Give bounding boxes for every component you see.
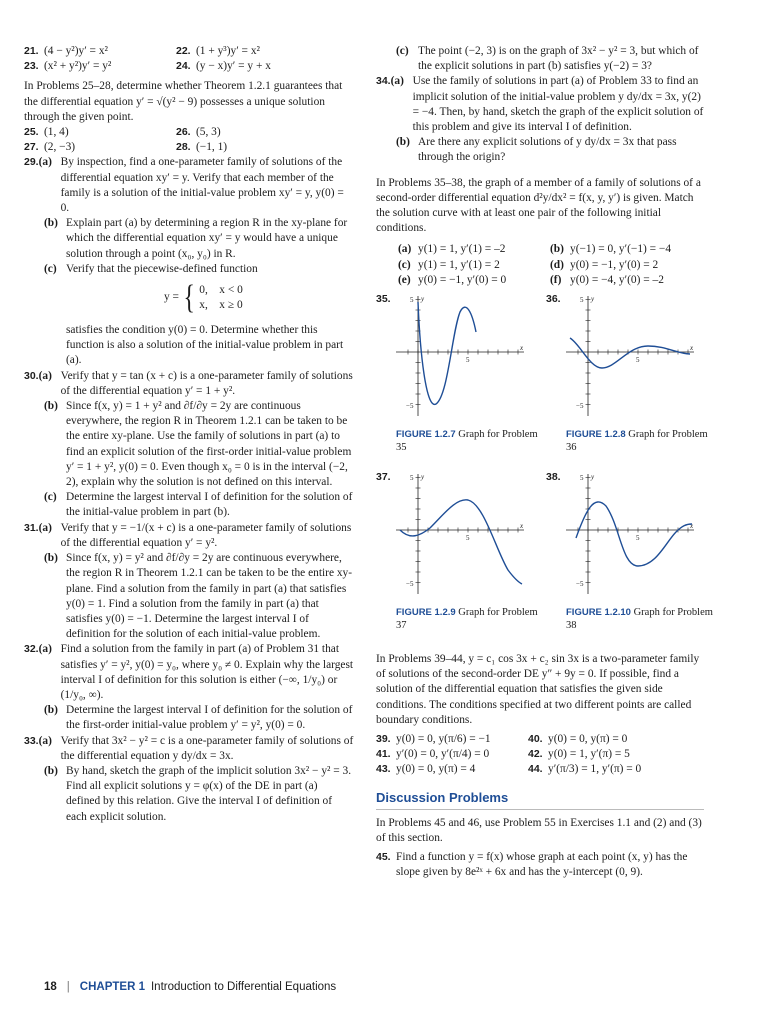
intro-35-38: In Problems 35–38, the graph of a member of a family of solutions of a second-order differential equation d²y/dx² = f(x, y, y′) is given. Match the solution curve with at least one pair of the following initial conditions.	[376, 176, 701, 235]
piecewise-function: y = { 0, x < 0 x, x ≥ 0	[164, 279, 243, 317]
problem-number: 34.	[376, 75, 391, 88]
problem-32b: (b) Determine the largest interval I of definition for the solution of the first-order initial-value problem y′ = y², y(0) = 0.	[24, 703, 354, 733]
problem-number: 35.	[376, 293, 391, 306]
problem-text: Explain part (a) by determining a region R in the xy-plane for which the differential equation xy′ = y would have a unique solution through a point (x₀, y₀) in R.	[66, 217, 348, 260]
problem-number: 38.	[546, 471, 561, 484]
problems-27-28	[24, 140, 354, 155]
problem-31b: (b) Since f(x, y) = y² and ∂f/∂y = 2y are continuous everywhere, the region R in Theorem 1.2.1 can be taken to be the entire xy-plane. Find a solution from the family in part (a) that satisfies y(0) = 1. Find a solution from the family in part (a) that satisfies y(0) = −1. Determine the largest interval I of definition for the solution of each initial-value problem.	[24, 551, 354, 642]
problem-text: y′(π/3) = 1, y′(π) = 0	[548, 763, 642, 776]
caption-text: Graph for Problem 35	[396, 429, 538, 454]
y-tick-label-neg5: −5	[406, 580, 414, 589]
problem-text: y(0) = 0, y(π) = 4	[396, 763, 476, 776]
problem-number: 22.	[176, 45, 191, 57]
y-axis-label: y	[591, 295, 595, 304]
problem-31a: 31. (a) Verify that y = −1/(x + c) is a one-parameter family of solutions of the differential equation y′ = y².	[24, 521, 354, 551]
graph-37-plot	[396, 470, 526, 600]
page-number: 18	[44, 981, 57, 993]
problem-number: 28.	[176, 141, 191, 154]
problem-text: By inspection, find a one-parameter family of solutions of the differential equation xy′ = y. Verify that each member of the family is a solution of the initial-value problem xy′ = y, y(0) = 0.	[60, 156, 344, 215]
problem-text: (x² + y²)y′ = y²	[44, 60, 112, 73]
figure-label: FIGURE 1.2.9	[396, 607, 456, 619]
intro-39-44: In Problems 39–44, y = c₁ cos 3x + c₂ sin 3x is a two-parameter family of solutions of the second-order DE y″ + 9y = 0. If possible, find a solution of the differential equation that satisfies the given side conditions. The conditions specified at two different points are called boundary conditions.	[376, 653, 700, 726]
problem-number: 40.	[528, 733, 543, 746]
problem-number: 31.	[24, 521, 39, 534]
problem-number: 43.	[376, 763, 391, 776]
problem-33c: (c) The point (−2, 3) is on the graph of 3x² − y² = 3, but which of the explicit solutions in part (b) satisfies y(−2) = 3?	[376, 44, 704, 74]
problem-number: 36.	[546, 293, 561, 306]
problem-29b: (b) Explain part (a) by determining a region R in the xy-plane for which the differential equation xy′ = y would have a unique solution through a point (x₀, y₀) in R.	[24, 216, 354, 262]
problem-text: Since f(x, y) = y² and ∂f/∂y = 2y are continuous everywhere, the region R in Theorem 1.2.1 can be taken to be the entire xy-plane. Find a solution from the family in part (a) that satisfies y(0) = 1. Find a solution from the family in part (a) that satisfies y(0) = −1. Determine the largest interval I of definition for the solution of each initial-value problem.	[66, 552, 353, 641]
x-axis-label: x	[520, 522, 524, 531]
problem-number: 32.	[24, 643, 39, 656]
y-tick-label-5: 5	[580, 296, 584, 305]
problem-text: Verify that y = −1/(x + c) is a one-parameter family of solutions of the differential equation y′ = y².	[60, 521, 352, 549]
y-tick-label-neg5: −5	[406, 402, 414, 411]
condition-c: y(1) = 1, y′(1) = 2	[418, 258, 500, 271]
y-axis-label: y	[591, 473, 595, 482]
page-footer	[44, 980, 336, 995]
left-column	[24, 44, 354, 825]
problem-number: 37.	[376, 471, 391, 484]
caption-text: Graph for Problem 38	[566, 607, 713, 632]
chapter-label: CHAPTER 1	[79, 981, 145, 993]
piecewise-lhs: y =	[164, 291, 179, 304]
x-axis-label: x	[690, 344, 694, 353]
x-tick-label-5: 5	[636, 356, 640, 365]
problem-45	[376, 850, 704, 880]
figure-caption	[396, 428, 546, 454]
problem-33a: 33. (a) Verify that 3x² − y² = c is a one-parameter family of solutions of the differential equation y dy/dx = 3x.	[24, 734, 354, 764]
problem-number: 33.	[24, 734, 39, 747]
graph-35-plot	[396, 292, 526, 422]
section-heading: Discussion Problems	[376, 789, 509, 805]
problem-text: Use the family of solutions in part (a) of Problem 33 to find an implicit solution of the initial-value problem y dy/dx = 3x, y(2) = −4. Then, by hand, sketch the graph of the explicit solution of this problem and give its interval I of definition.	[412, 75, 704, 134]
graph-36-plot	[566, 292, 696, 422]
problem-number: 24.	[176, 60, 191, 73]
x-axis-label: x	[690, 522, 694, 531]
problem-text: y(0) = 0, y(π) = 0	[548, 733, 628, 746]
y-tick-label-neg5: −5	[576, 580, 584, 589]
problem-text: Verify that y = tan (x + c) is a one-parameter family of solutions of the differential equation y′ = 1 + y².	[60, 369, 353, 397]
case-condition: x ≥ 0	[219, 299, 243, 312]
problem-text: (1 + y³)y′ = x²	[196, 45, 260, 57]
y-tick-label-5: 5	[410, 474, 414, 483]
problem-29c: (c) Verify that the piecewise-defined function	[24, 262, 354, 277]
problem-text: Verify that the piecewise-defined function	[66, 262, 258, 275]
problem-text: y(0) = 0, y(π/6) = −1	[396, 733, 491, 746]
problem-32a: 32. (a) Find a solution from the family in part (a) of Problem 31 that satisfies y′ = y², y(0) = y₀, where y₀ ≠ 0. Explain why the largest interval I of definition for this solution is either (−∞, 1/y₀) or (1/y₀, ∞).	[24, 642, 354, 703]
caption-text: Graph for Problem 36	[566, 429, 708, 454]
problem-30c: (c) Determine the largest interval I of definition for the solution of the initial-value problem in part (b).	[24, 490, 354, 520]
y-tick-label-5: 5	[410, 296, 414, 305]
problem-34a: 34. (a) Use the family of solutions in part (a) of Problem 33 to find an implicit solution of the initial-value problem y dy/dx = 3x, y(2) = −4. Then, by hand, sketch the graph of the explicit solution of this problem and give its interval I of definition.	[376, 74, 704, 135]
problem-30a: 30. (a) Verify that y = tan (x + c) is a one-parameter family of solutions of the differential equation y′ = 1 + y².	[24, 369, 354, 399]
condition-e: y(0) = −1, y′(0) = 0	[418, 273, 507, 286]
condition-f: y(0) = −4, y′(0) = –2	[570, 273, 664, 286]
graph-38-plot	[566, 470, 696, 600]
intro-25-28: In Problems 25–28, determine whether Theorem 1.2.1 guarantees that the differential equation y′ = √(y² − 9) possesses a unique solution through the given point.	[24, 80, 343, 123]
problem-33b: (b) By hand, sketch the graph of the implicit solution 3x² − y² = 3. Find all explicit solutions y = φ(x) of the DE in part (a) defined by this relation. Give the interval I of definition of each explicit solution.	[24, 764, 354, 825]
problem-text: (−1, 1)	[196, 141, 228, 154]
condition-a: y(1) = 1, y′(1) = –2	[418, 243, 506, 256]
problem-number: 41.	[376, 748, 391, 761]
problem-number: 44.	[528, 763, 543, 776]
problems-21-22	[24, 44, 354, 59]
problems-39-44	[376, 732, 704, 778]
figure-label: FIGURE 1.2.7	[396, 429, 456, 441]
footer-divider: |	[66, 981, 70, 993]
figure-caption	[566, 428, 716, 454]
problem-text: Find a function y = f(x) whose graph at each point (x, y) has the slope given by 8e²ˣ + 6x and has the y-intercept (0, 9).	[396, 851, 688, 879]
problem-30b: (b) Since f(x, y) = 1 + y² and ∂f/∂y = 2y are continuous everywhere, the region R in Theorem 1.2.1 can be taken to be the entire xy-plane. Use the family of solutions in part (a) to find an explicit solution of the first-order initial-value problem y′ = 1 + y², y(0) = 0. Even though x₀ = 0 is in the interval (−2, 2), explain why the solution is not defined on this interval.	[24, 399, 354, 490]
intro-45-46: In Problems 45 and 46, use Problem 55 in Exercises 1.1 and (2) and (3) of this section.	[376, 816, 702, 845]
problem-number: 23.	[24, 60, 39, 73]
problem-number: 45.	[376, 851, 391, 864]
problem-number: 26.	[176, 126, 191, 139]
problem-29a: 29. (a) By inspection, find a one-parameter family of solutions of the differential equation xy′ = y. Verify that each member of the family is a solution of the initial-value problem xy′ = y, y(0) = 0.	[24, 155, 354, 216]
case-value: 0,	[199, 284, 208, 297]
problem-text: By hand, sketch the graph of the implicit solution 3x² − y² = 3. Find all explicit solutions y = φ(x) of the DE in part (a) defined by this relation. Give the interval I of definition of each explicit solution.	[66, 764, 352, 823]
problem-number: 30.	[24, 369, 39, 382]
problem-text: Determine the largest interval I of definition for the solution of the initial-value problem in part (b).	[66, 491, 353, 519]
problem-text: Are there any explicit solutions of y dy/dx = 3x that pass through the origin?	[418, 136, 677, 164]
problem-text: (5, 3)	[196, 126, 221, 139]
problem-text: (2, −3)	[44, 141, 76, 154]
condition-d: y(0) = −1, y′(0) = 2	[570, 258, 659, 271]
problem-text: (1, 4)	[44, 126, 69, 139]
problem-number: 39.	[376, 733, 391, 746]
problem-text: Since f(x, y) = 1 + y² and ∂f/∂y = 2y are continuous everywhere, the region R in Theorem 1.2.1 can be taken to be the entire xy-plane. Use the family of solutions in part (a) to find an explicit solution of the first-order initial-value problem y′ = 1 + y², y(0) = 0. Even though x₀ = 0 is in the interval (−2, 2), explain why the solution is not defined on this interval.	[66, 400, 352, 489]
problem-29c-continued: satisfies the condition y(0) = 0. Determine whether this function is also a solution of the initial-value problem in part (a).	[66, 324, 344, 367]
heading-divider	[376, 809, 704, 810]
y-tick-label-5: 5	[580, 474, 584, 483]
problem-number: 29.	[24, 156, 39, 169]
figure-label: FIGURE 1.2.8	[566, 429, 626, 441]
condition-b: y(−1) = 0, y′(−1) = −4	[570, 243, 672, 256]
problem-text: y′(0) = 0, y′(π/4) = 0	[396, 748, 490, 761]
solution-curve	[576, 502, 692, 566]
caption-text: Graph for Problem 37	[396, 607, 538, 632]
problem-number: 21.	[24, 45, 39, 57]
problem-text: Verify that 3x² − y² = c is a one-parameter family of solutions of the differential equation y dy/dx = 3x.	[60, 734, 354, 762]
x-tick-label-5: 5	[636, 534, 640, 543]
initial-conditions: (a) y(1) = 1, y′(1) = –2 (b) y(−1) = 0, y′(−1) = −4 (c) y(1) = 1, y′(1) = 2 (d) y(0) = −1, y′(0) = 2 (e) y(0) = −1, y′(0) = 0 (f) y(0) = −4, y′(0) = –2	[376, 242, 704, 288]
y-axis-label: y	[421, 295, 425, 304]
problem-number: 42.	[528, 748, 543, 761]
problem-text: y(0) = 1, y′(π) = 5	[548, 748, 630, 761]
case-condition: x < 0	[219, 284, 243, 297]
right-column	[376, 44, 713, 881]
figure-caption	[396, 606, 546, 632]
problem-number: 25.	[24, 126, 39, 139]
case-value: x,	[199, 299, 208, 312]
problem-number: 27.	[24, 141, 39, 154]
figure-caption	[566, 606, 716, 632]
problem-text: The point (−2, 3) is on the graph of 3x² − y² = 3, but which of the explicit solutions in part (b) satisfies y(−2) = 3?	[418, 45, 699, 73]
x-tick-label-5: 5	[466, 356, 470, 365]
y-tick-label-neg5: −5	[576, 402, 584, 411]
x-tick-label-5: 5	[466, 534, 470, 543]
solution-curve	[418, 302, 476, 404]
problem-text: (4 − y²)y′ = x²	[44, 45, 108, 57]
problems-23-24	[24, 59, 354, 74]
problem-34b: (b) Are there any explicit solutions of y dy/dx = 3x that pass through the origin?	[376, 135, 704, 165]
problem-text: Determine the largest interval I of definition for the solution of the first-order initial-value problem y′ = y², y(0) = 0.	[66, 704, 353, 732]
y-axis-label: y	[421, 473, 425, 482]
x-axis-label: x	[520, 344, 524, 353]
chapter-title: Introduction to Differential Equations	[150, 981, 337, 993]
figure-label: FIGURE 1.2.10	[566, 607, 631, 619]
graph-grid	[376, 292, 713, 652]
problems-25-26	[24, 125, 354, 140]
problem-text: Find a solution from the family in part (a) of Problem 31 that satisfies y′ = y², y(0) = y₀, where y₀ ≠ 0. Explain why the largest interval I of definition for this solution is either (−∞, 1/y₀) or (1/y₀, ∞).	[60, 643, 354, 701]
problem-text: (y − x)y′ = y + x	[196, 60, 271, 73]
